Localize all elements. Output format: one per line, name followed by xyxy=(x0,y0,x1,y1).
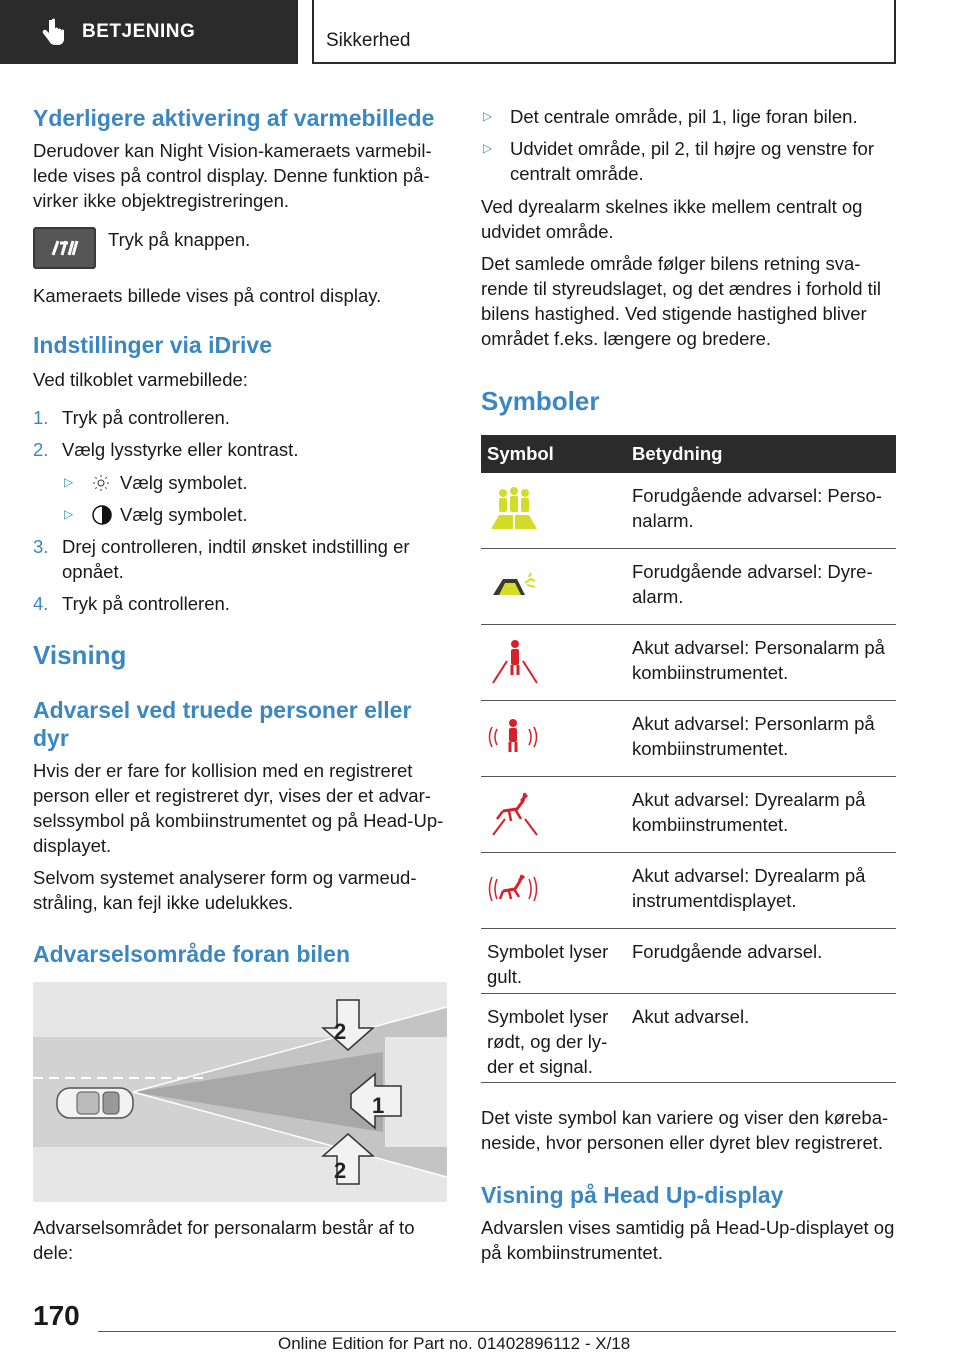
step-number: 1. xyxy=(33,407,49,428)
car-topview-icon xyxy=(57,1088,133,1118)
substep-contrast xyxy=(33,502,449,527)
section-title: Sikkerhed xyxy=(326,30,411,51)
row-text: Akut advarsel: Personalarm på kombiinstrumentet. xyxy=(632,637,885,683)
paragraph-camera: Kameraets billede vises på control display. xyxy=(33,285,382,306)
triangle-bullet-icon: ▷ xyxy=(64,475,74,489)
paragraph-head-up-display: Advarslen vises samtidig på Head-Up-displayet og på kombiinstrumentet. xyxy=(481,1217,895,1263)
hand-pointer-icon xyxy=(40,17,66,47)
bullet-text: Udvidet område, pil 2, til højre og venstre for centralt område. xyxy=(510,138,874,184)
deer-alarm-red-icon xyxy=(491,789,539,837)
paragraph-warning-1: Hvis der er fare for kollision med en registreret person eller et registreret dyr, vises der et advarselssymbol på kombiinstrumentet og på Head-Up-displayet. xyxy=(33,760,444,856)
row-text: Akut advarsel: Dyrealarm på kombiinstrumentet. xyxy=(632,789,866,835)
heading-symbols: Symboler xyxy=(481,386,600,416)
person-alarm-red-icon xyxy=(491,637,539,685)
step-text: Vælg lysstyrke eller kontrast. xyxy=(62,439,299,460)
header-symbol: Symbol xyxy=(487,443,554,464)
heading-warning-area: Advarselsområde foran bilen xyxy=(33,941,350,967)
triangle-bullet-icon: ▷ xyxy=(483,141,493,155)
heading-warning: Advarsel ved truede personer eller dyr xyxy=(33,697,412,751)
pedestrians-warning-yellow-icon xyxy=(489,485,539,531)
thermal-image-button-icon xyxy=(33,227,96,269)
figure-arrow-label: 1 xyxy=(372,1093,385,1118)
figure-arrow-label: 2 xyxy=(334,1158,347,1183)
step-number: 2. xyxy=(33,439,49,460)
table-row xyxy=(481,473,896,549)
paragraph-animal-alarm: Ved dyrealarm skelnes ikke mellem centralt og udvidet område. xyxy=(481,196,863,242)
step-2 xyxy=(33,437,449,462)
table-row xyxy=(481,777,896,853)
table-row xyxy=(481,549,896,625)
step-text: Tryk på controlleren. xyxy=(62,407,230,428)
substep-brightness xyxy=(33,470,449,495)
table-row xyxy=(481,929,896,994)
row-text: Forudgående advarsel: Personalarm. xyxy=(632,485,882,531)
step-3 xyxy=(33,534,449,584)
paragraph-warning-area: Advarselsområdet for personalarm består af to dele: xyxy=(33,1217,415,1263)
step-number: 4. xyxy=(33,593,49,614)
table-row xyxy=(481,701,896,777)
press-button-text: Tryk på knappen. xyxy=(108,229,251,250)
table-row xyxy=(481,625,896,701)
footer-divider xyxy=(98,1331,896,1332)
row-text: Forudgående advarsel: Dyrealarm. xyxy=(632,561,873,607)
substep-text: Vælg symbolet. xyxy=(120,504,248,525)
row-text: Akut advarsel: Dyrealarm på instrumentdisplayet. xyxy=(632,865,866,911)
brightness-icon xyxy=(92,474,110,492)
paragraph-warning-2: Selvom systemet analyserer form og varmeudstråling, kan fejl ikke udelukkes. xyxy=(33,867,417,913)
step-text: Tryk på controlleren. xyxy=(62,593,230,614)
row-text: Akut advarsel. xyxy=(632,1006,750,1027)
chapter-tab-label: BETJENING xyxy=(82,21,196,42)
bullet-central-area xyxy=(481,104,896,129)
row-text: Akut advarsel: Personlarm på kombiinstrumentet. xyxy=(632,713,875,759)
heading-settings: Indstillinger via iDrive xyxy=(33,332,273,358)
figure-arrow-label: 2 xyxy=(334,1019,347,1044)
step-4 xyxy=(33,591,449,616)
triangle-bullet-icon: ▷ xyxy=(64,507,74,521)
symbols-table xyxy=(481,435,896,1083)
person-alarm-sound-red-icon xyxy=(487,717,539,757)
paragraph-symbol-varies: Det viste symbol kan variere og viser den kørebaneside, hvor personen eller dyret blev registreret. xyxy=(481,1107,889,1153)
bullet-text: Det centrale område, pil 1, lige foran bilen. xyxy=(510,106,858,127)
section-header xyxy=(312,0,896,64)
paragraph-activation: Derudover kan Night Vision-kameraets varmebillede vises på control display. Denne funktion påvirker ikke objektregistreringen. xyxy=(33,140,432,211)
row-symbol-text: Symbolet lyser gult. xyxy=(487,941,609,987)
page-number: 170 xyxy=(33,1300,80,1331)
row-symbol-text: Symbolet lyser rødt, og der lyder et signal. xyxy=(487,1006,609,1077)
heading-display: Visning xyxy=(33,640,127,670)
animal-warning-yellow-icon xyxy=(491,571,539,597)
heading-activation: Yderligere aktivering af varmebillede xyxy=(33,105,435,131)
warning-area-figure xyxy=(33,982,447,1202)
deer-alarm-sound-red-icon xyxy=(487,869,539,909)
step-1 xyxy=(33,405,449,430)
chapter-tab[interactable] xyxy=(0,0,298,64)
row-text: Forudgående advarsel. xyxy=(632,941,823,962)
paragraph-area-follows: Det samlede område følger bilens retning svarende til styreudslaget, og det ændres i forhold til bilens hastighed. Ved stigende hastighed bliver området f.eks. længere og bredere. xyxy=(481,253,882,349)
triangle-bullet-icon: ▷ xyxy=(483,109,493,123)
table-row xyxy=(481,853,896,929)
edition-text: Online Edition for Part no. 01402896112 - X/18 xyxy=(278,1334,631,1353)
paragraph-settings: Ved tilkoblet varmebillede: xyxy=(33,369,248,390)
bullet-extended-area xyxy=(481,136,896,186)
contrast-icon xyxy=(92,505,112,525)
header-meaning: Betydning xyxy=(632,443,723,464)
table-row xyxy=(481,994,896,1083)
step-number: 3. xyxy=(33,536,49,557)
heading-head-up-display: Visning på Head Up-display xyxy=(481,1182,784,1208)
table-header xyxy=(481,435,896,473)
step-text: Drej controlleren, indtil ønsket indstilling er opnået. xyxy=(62,536,410,582)
substep-text: Vælg symbolet. xyxy=(120,472,248,493)
